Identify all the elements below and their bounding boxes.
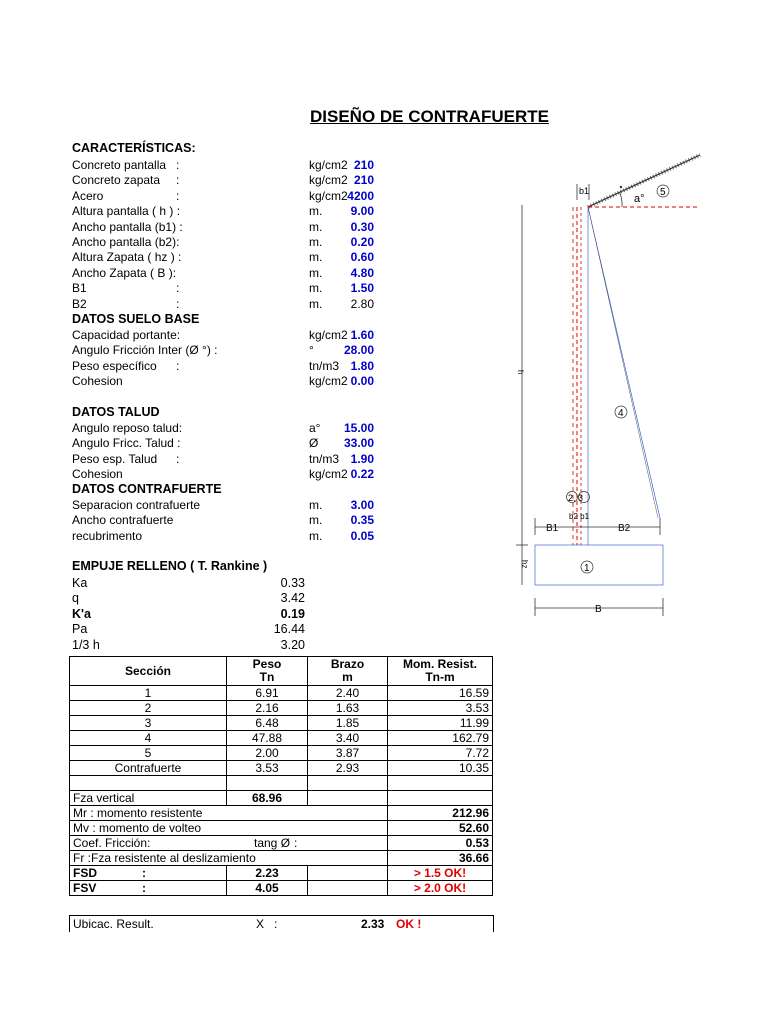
- talud-row: [72, 421, 372, 436]
- talud-value: 0.22: [350, 467, 374, 482]
- results-table: [69, 656, 493, 896]
- summary-label: Mv : momento de volteo: [73, 821, 202, 835]
- summary-label: Mr : momento resistente: [73, 806, 203, 820]
- summary-row: [70, 851, 493, 866]
- talud-row: [72, 467, 372, 482]
- table-cell: 2.93: [308, 761, 388, 776]
- contrafuerte-value: 0.05: [350, 528, 374, 543]
- header-line: Mom. Resist.: [402, 657, 477, 671]
- fsv-label: FSV: [73, 881, 97, 895]
- empuje-label: Pa: [72, 622, 88, 637]
- caracteristicas-label: B2: [72, 296, 87, 311]
- caracteristicas-label: B1: [72, 281, 87, 296]
- fsv-label-cell: [70, 881, 227, 896]
- fsv-empty: [308, 881, 388, 896]
- table-header-cell: [70, 657, 227, 686]
- contrafuerte-label: Ancho contrafuerte: [72, 513, 174, 528]
- caracteristicas-value: 210: [353, 173, 374, 188]
- angle-arc: [620, 193, 622, 207]
- contrafuerte-value: 0.35: [350, 513, 374, 528]
- page-title: DISEÑO DE CONTRAFUERTE: [310, 107, 549, 126]
- empuje-label: Ka: [72, 576, 88, 590]
- suelo-row: [72, 343, 372, 358]
- summary-label: Coef. Fricción:: [73, 836, 151, 850]
- suelo-value: 1.80: [350, 358, 374, 373]
- caracteristicas-sep: :: [176, 296, 180, 311]
- caracteristicas-row: [72, 235, 372, 250]
- blank-cell: [308, 776, 388, 791]
- talud-row: [72, 452, 372, 467]
- blank-cell: [227, 776, 308, 791]
- contrafuerte-row: [72, 529, 372, 544]
- summary-label-cell: [70, 821, 388, 836]
- section-1-label: 1: [584, 563, 590, 574]
- ubicacion-label: Ubicac. Result.: [73, 917, 154, 931]
- B-label: B: [595, 604, 602, 615]
- contrafuerte-value: 3.00: [350, 498, 374, 512]
- empuje-value: 16.44: [273, 622, 305, 637]
- fza-vertical-label: Fza vertical: [70, 791, 227, 806]
- header-line: Tn: [259, 670, 275, 684]
- talud-label: Angulo reposo talud:: [72, 421, 183, 435]
- ubicacion-var: X: [256, 917, 265, 931]
- suelo-label: Angulo Fricción Inter (Ø °) :: [72, 343, 218, 358]
- retaining-wall-diagram: [510, 150, 710, 620]
- table-cell: 2: [70, 701, 227, 716]
- contrafuerte-unit: m.: [309, 498, 323, 512]
- contrafuerte-label: Separacion contrafuerte: [72, 498, 201, 512]
- table-cell: 4: [70, 731, 227, 746]
- summary-label-cell: [70, 851, 388, 866]
- empuje-row: [72, 576, 305, 591]
- table-cell: 7.72: [388, 746, 493, 761]
- caracteristicas-value: 0.60: [350, 250, 374, 265]
- talud-value: 1.90: [350, 451, 374, 466]
- suelo-unit: kg/cm2: [309, 374, 348, 389]
- table-row: [70, 761, 493, 776]
- caracteristicas-sep: :: [176, 173, 180, 188]
- suelo-sep: :: [176, 358, 180, 373]
- fsd-check: > 1.5 OK!: [388, 866, 493, 881]
- summary-sep: :: [294, 836, 298, 850]
- caracteristicas-label: Concreto pantalla: [72, 158, 167, 172]
- contrafuerte-heading: DATOS CONTRAFUERTE: [72, 482, 222, 496]
- caracteristicas-row: [72, 173, 372, 188]
- suelo-row: [72, 374, 372, 389]
- table-row: [70, 746, 493, 761]
- suelo-value: 1.60: [350, 328, 374, 342]
- header-line: m: [342, 670, 353, 684]
- b2b1-label: b2 b1: [569, 512, 590, 521]
- h-label: h: [516, 370, 525, 375]
- caracteristicas-unit: m.: [309, 281, 323, 296]
- caracteristicas-label: Altura Zapata ( hz ) :: [72, 250, 182, 265]
- empuje-label: K'a: [72, 606, 91, 621]
- contrafuerte-unit: m.: [309, 528, 323, 543]
- caracteristicas-row: [72, 297, 372, 312]
- fsd-sep: :: [142, 866, 146, 880]
- empuje-label: q: [72, 591, 79, 606]
- empuje-heading: EMPUJE RELLENO ( T. Rankine ): [72, 559, 268, 573]
- empuje-row: [72, 591, 305, 606]
- caracteristicas-unit: m.: [309, 250, 323, 265]
- caracteristicas-row: [72, 158, 372, 173]
- suelo-value: 28.00: [343, 343, 374, 358]
- talud-label: Angulo Fricc. Talud :: [72, 436, 181, 451]
- table-cell: 16.59: [388, 686, 493, 701]
- caracteristicas-value: 2.80: [350, 296, 374, 311]
- suelo-label: Peso específico: [72, 358, 157, 373]
- table-header-cell: [388, 657, 493, 686]
- fsv-check: > 2.0 OK!: [388, 881, 493, 896]
- section-4-label: 4: [618, 408, 624, 419]
- caracteristicas-label: Ancho pantalla (b1) :: [72, 219, 183, 234]
- fsd-label-cell: [70, 866, 227, 881]
- caracteristicas-unit: m.: [309, 204, 323, 219]
- caracteristicas-sep: :: [176, 158, 180, 172]
- caracteristicas-sep: :: [176, 188, 180, 203]
- empuje-value: 0.33: [280, 576, 305, 590]
- caracteristicas-unit: kg/cm2: [309, 173, 348, 188]
- caracteristicas-label: Altura pantalla ( h ) :: [72, 204, 181, 219]
- talud-label: Cohesion: [72, 467, 123, 482]
- caracteristicas-unit: m.: [309, 296, 323, 311]
- empuje-label: 1/3 h: [72, 637, 100, 652]
- suelo-label: Cohesion: [72, 374, 123, 389]
- table-cell: 11.99: [388, 716, 493, 731]
- summary-value: 52.60: [388, 821, 493, 836]
- caracteristicas-value: 1.50: [350, 281, 374, 296]
- talud-unit: kg/cm2: [309, 467, 348, 482]
- caracteristicas-unit: m.: [309, 219, 323, 234]
- table-cell: 47.88: [227, 731, 308, 746]
- summary-label-cell: [70, 806, 388, 821]
- caracteristicas-row: [72, 281, 372, 296]
- ubicacion-value: 2.33: [361, 917, 385, 931]
- counterfort-diagonal: [588, 207, 660, 518]
- table-cell: 2.16: [227, 701, 308, 716]
- talud-unit: tn/m3: [309, 451, 340, 466]
- table-header-row: [70, 657, 493, 686]
- fsd-label: FSD: [73, 866, 97, 880]
- caracteristicas-row: [72, 250, 372, 265]
- talud-unit: Ø: [309, 436, 319, 451]
- blank-cell: [70, 776, 227, 791]
- suelo-row: [72, 359, 372, 374]
- suelo-unit: tn/m3: [309, 358, 340, 373]
- summary-mid: tang Ø: [254, 836, 291, 850]
- header-line: Tn-m: [425, 670, 455, 684]
- contrafuerte-unit: m.: [309, 513, 323, 528]
- caracteristicas-row: [72, 204, 372, 219]
- caracteristicas-row: [72, 220, 372, 235]
- table-cell: 2.40: [308, 686, 388, 701]
- fsv-sep: :: [142, 881, 146, 895]
- table-cell: 1: [70, 686, 227, 701]
- caracteristicas-unit: kg/cm2: [309, 158, 348, 172]
- header-line: Sección: [124, 663, 172, 678]
- table-header-cell: [308, 657, 388, 686]
- fsd-value: 2.23: [227, 866, 308, 881]
- table-cell: 6.48: [227, 716, 308, 731]
- caracteristicas-value: 0.20: [350, 235, 374, 249]
- caracteristicas-value: 210: [353, 158, 374, 172]
- table-row: [70, 731, 493, 746]
- talud-label: Peso esp. Talud: [72, 451, 158, 466]
- contrafuerte-label: recubrimento: [72, 528, 143, 543]
- talud-sep: :: [176, 451, 180, 466]
- summary-row: [70, 836, 493, 851]
- table-cell: 3: [70, 716, 227, 731]
- summary-value: 36.66: [388, 851, 493, 866]
- suelo-row: [72, 328, 372, 343]
- ubicacion-sep: :: [274, 917, 278, 931]
- caracteristicas-value: 0.30: [350, 219, 374, 234]
- fza-vertical-value: 68.96: [227, 791, 308, 806]
- caracteristicas-value: 4200: [347, 188, 374, 203]
- empty-cell: [308, 791, 388, 806]
- empuje-value: 3.42: [280, 591, 305, 606]
- talud-value: 15.00: [343, 421, 374, 435]
- summary-value: 0.53: [388, 836, 493, 851]
- empty-cell: [388, 791, 493, 806]
- caracteristicas-unit: kg/cm2: [309, 188, 348, 203]
- caracteristicas-row: [72, 266, 372, 281]
- caracteristicas-unit: m.: [309, 235, 323, 249]
- section-23-label: 2, 3: [568, 493, 584, 503]
- contrafuerte-row: [72, 498, 372, 513]
- suelo-unit: kg/cm2: [309, 328, 348, 342]
- talud-unit: a°: [309, 421, 321, 435]
- table-cell: 6.91: [227, 686, 308, 701]
- table-row: [70, 716, 493, 731]
- alpha-label: a°: [634, 193, 645, 205]
- suelo-unit: °: [309, 343, 314, 358]
- caracteristicas-label: Acero: [72, 188, 104, 203]
- table-cell: 3.53: [227, 761, 308, 776]
- fza-vertical-row: [70, 791, 493, 806]
- table-cell: 1.85: [308, 716, 388, 731]
- table-cell: 3.87: [308, 746, 388, 761]
- table-cell: 3.40: [308, 731, 388, 746]
- empuje-value: 0.19: [280, 606, 305, 621]
- table-cell: 5: [70, 746, 227, 761]
- blank-row: [70, 776, 493, 791]
- B2-label: B2: [618, 523, 631, 534]
- caracteristicas-sep: :: [176, 281, 180, 296]
- table-cell: 10.35: [388, 761, 493, 776]
- summary-row: [70, 806, 493, 821]
- table-cell: 2.00: [227, 746, 308, 761]
- ubicacion-check: OK !: [396, 917, 422, 931]
- caracteristicas-row: [72, 189, 372, 204]
- caracteristicas-heading: CARACTERÍSTICAS:: [72, 141, 196, 155]
- empuje-row: [72, 638, 305, 653]
- caracteristicas-label: Concreto zapata: [72, 173, 161, 188]
- talud-value: 33.00: [343, 436, 374, 451]
- caracteristicas-label: Ancho Zapata ( B ):: [72, 265, 177, 280]
- table-row: [70, 686, 493, 701]
- contrafuerte-row: [72, 513, 372, 528]
- fsv-row: [70, 881, 493, 896]
- table-cell: 3.53: [388, 701, 493, 716]
- caracteristicas-label: Ancho pantalla (b2):: [72, 235, 180, 249]
- suelo-value: 0.00: [350, 374, 374, 389]
- suelo-heading: DATOS SUELO BASE: [72, 312, 200, 326]
- summary-row: [70, 821, 493, 836]
- caracteristicas-unit: m.: [309, 265, 323, 280]
- suelo-label: Capacidad portante:: [72, 328, 181, 342]
- table-cell: 1.63: [308, 701, 388, 716]
- b1-top-label: b1: [579, 186, 590, 196]
- ubicacion-row: [69, 915, 494, 932]
- header-line: Peso: [252, 657, 282, 671]
- blank-cell: [388, 776, 493, 791]
- summary-label-cell: [70, 836, 388, 851]
- caracteristicas-value: 9.00: [350, 204, 374, 219]
- table-cell: Contrafuerte: [70, 761, 227, 776]
- counterfort-diagonal-2: [588, 207, 658, 518]
- empuje-value: 3.20: [280, 637, 305, 652]
- table-cell: 162.79: [388, 731, 493, 746]
- footing: [535, 545, 663, 585]
- empuje-row: [72, 622, 305, 637]
- header-line: Brazo: [330, 657, 365, 671]
- summary-label: Fr :Fza resistente al deslizamiento: [73, 851, 256, 865]
- B1-label: B1: [546, 523, 559, 534]
- caracteristicas-value: 4.80: [350, 265, 374, 280]
- fsd-empty: [308, 866, 388, 881]
- table-header-cell: [227, 657, 308, 686]
- section-5-label: 5: [660, 187, 666, 198]
- fsv-value: 4.05: [227, 881, 308, 896]
- talud-row: [72, 436, 372, 451]
- angle-dot: [620, 186, 622, 188]
- hz-label: hz: [520, 560, 529, 569]
- summary-value: 212.96: [388, 806, 493, 821]
- fsd-row: [70, 866, 493, 881]
- empuje-row: [72, 607, 305, 622]
- table-row: [70, 701, 493, 716]
- talud-heading: DATOS TALUD: [72, 405, 160, 419]
